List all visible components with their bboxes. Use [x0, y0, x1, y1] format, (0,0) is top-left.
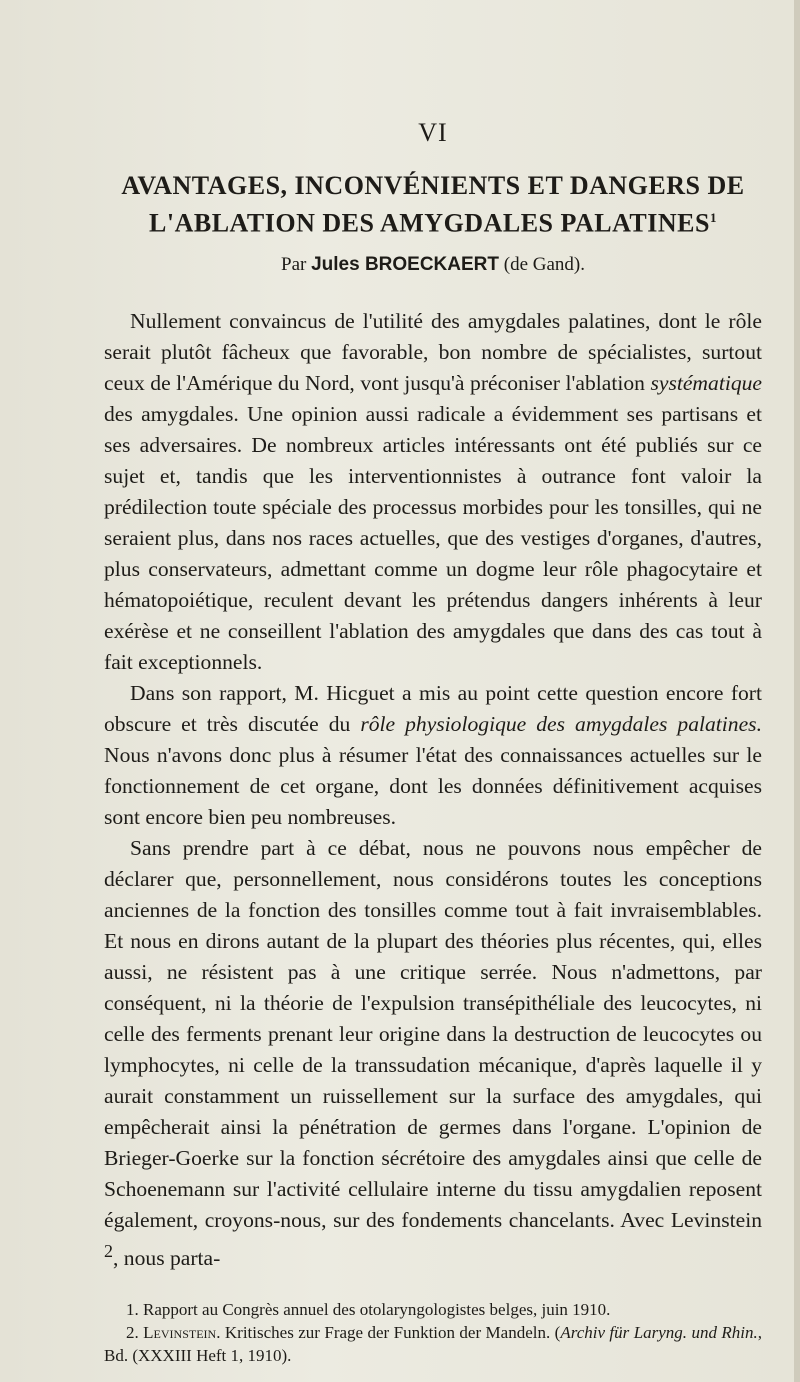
- paragraph-2: [104, 678, 762, 833]
- footnote-2-end: , Bd. (XXXIII Heft 1, 1910).: [104, 1322, 763, 1365]
- footnote-2-text: Kritisches zur Frage der Funktion der Mandeln. (: [220, 1322, 561, 1342]
- footnote-1: 1. Rapport au Congrès annuel des otolaryngologistes belges, juin 1910.: [126, 1299, 611, 1319]
- footnote-2-journal: Archiv für Laryng. und Rhin.: [560, 1322, 758, 1342]
- author-name: Jules BROECKAERT: [311, 253, 499, 275]
- paragraph-2-text-a: Dans son rapport, M. Hicguet a mis au point cette question encore fort obscure et très discutée du: [104, 680, 762, 736]
- paragraph-3-text-end: , nous parta-: [113, 1245, 221, 1270]
- footnotes: [104, 1298, 762, 1367]
- paragraph-3: [104, 833, 762, 1274]
- footnote-2: [104, 1321, 762, 1367]
- byline-prefix: Par: [281, 253, 307, 275]
- byline: [104, 254, 762, 276]
- paragraph-3-footnote-marker: 2: [104, 1240, 113, 1261]
- chapter-title-text: AVANTAGES, INCONVÉNIENTS ET DANGERS DE L'ABLATION DES AMYGDALES PALATINES: [121, 171, 745, 238]
- paragraph-1-emphasis: systématique: [650, 370, 762, 395]
- paragraph-3-text: Sans prendre part à ce débat, nous ne pouvons nous empêcher de déclarer que, personnellement, nous considérons toutes les conceptions anciennes de la fonction des tonsilles comme tout à fait invraisemblables. Et nous en dirons autant de la plupart des théories plus récentes, qui, elles aussi, ne résistent pas à une critique serrée. Nous n'admettons, par conséquent, ni la théorie de l'expulsion transépithéliale des leucocytes, ni celle des ferments prenant leur origine dans la destruction de leucocytes ou lymphocytes, ni celle de la transsudation mécanique, d'après laquelle il y aurait constamment un ruissellement sur la surface des amygdales, qui empêcherait ainsi la pénétration de germes dans l'organe. L'opinion de Brieger-Goerke sur la fonction sécrétoire des amygdales ainsi que celle de Schoenemann sur l'activité cellulaire interne du tissu amygdalien reposent également, croyons-nous, sur des fondements chancelants. Avec Levinstein: [104, 835, 762, 1232]
- page-edge: [794, 0, 800, 1382]
- page-content: [104, 118, 762, 1367]
- footnote-2-number: 2.: [126, 1322, 144, 1342]
- title-footnote-marker: 1: [709, 210, 717, 225]
- footnote-2-author: Levinstein.: [143, 1322, 221, 1342]
- chapter-title: [104, 170, 762, 240]
- paragraph-2-emphasis: rôle physiologique des amygdales palatines.: [360, 711, 762, 736]
- chapter-number: VI: [418, 118, 448, 147]
- paragraph-1: [104, 306, 762, 678]
- paragraph-1-text-a: Nullement convaincus de l'utilité des amygdales palatines, dont le rôle serait plutôt fâcheux que favorable, bon nombre de spécialistes, surtout ceux de l'Amérique du Nord, vont jusqu'à préconiser l'ablation: [104, 308, 762, 395]
- paragraph-1-text-b: des amygdales. Une opinion aussi radicale a évidemment ses partisans et ses adversaires. De nombreux articles intéressants ont été publiés sur ce sujet et, tandis que les interventionnistes à outrance font valoir la prédilection toute spéciale des processus morbides pour les tonsilles, qui ne seraient plus, dans nos races actuelles, que des vestiges d'organes, d'autres, plus conservateurs, admettant comme un dogme leur rôle phagocytaire et hématopoiétique, reculent devant les prétendus dangers inhérents à leur exérèse et ne conseillent l'ablation des amygdales que dans des cas tout à fait exceptionnels.: [104, 401, 762, 674]
- paragraph-2-text-b: Nous n'avons donc plus à résumer l'état des connaissances actuelles sur le fonctionnement de cet organe, dont les données définitivement acquises sont encore bien peu nombreuses.: [104, 742, 762, 829]
- author-affiliation: (de Gand).: [503, 253, 585, 275]
